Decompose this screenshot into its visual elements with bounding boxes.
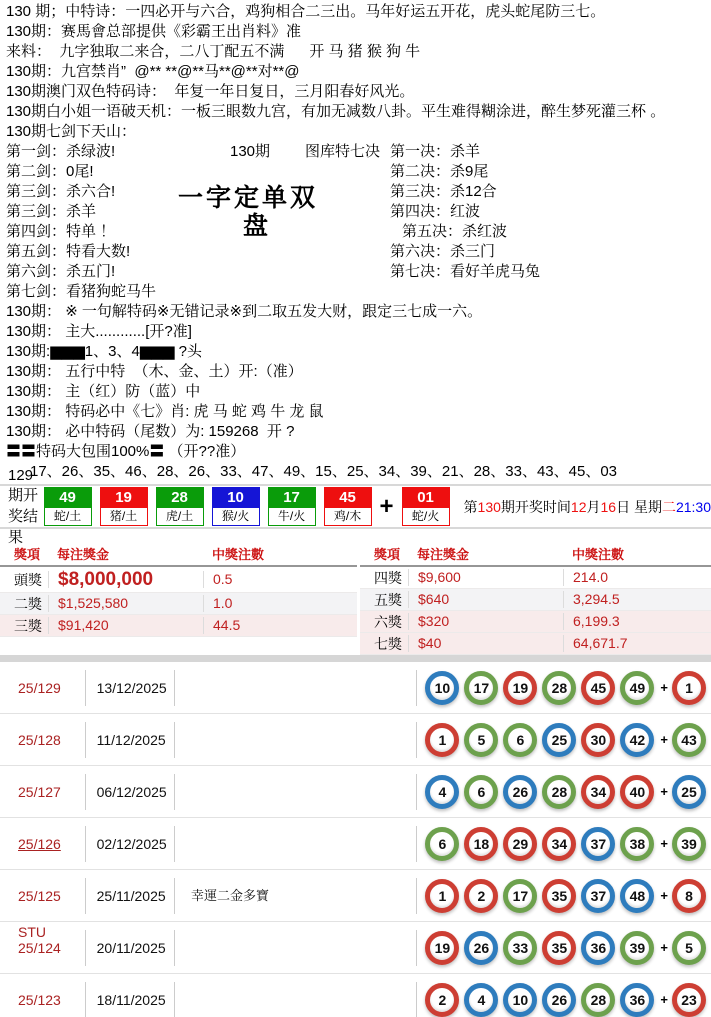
sword-line: 第四剑：特单 ！ [6,223,116,240]
verdict-line: 第五决：杀红波 [402,223,508,240]
history-note [175,774,417,810]
next-draw-text-segment: 二 [661,498,676,515]
draw-history-table [0,662,711,1017]
history-balls [417,714,711,766]
history-balls [417,974,711,1017]
plus-sign: + [660,992,668,1007]
lottery-ball: 37 [581,827,615,861]
lottery-ball: 28 [542,775,576,809]
history-note [175,826,417,862]
lottery-ball: 28 [581,983,615,1017]
prediction-text-block [0,0,711,142]
result-ball-number: 45 [325,488,371,508]
result-label: 129期开奖结果 [8,466,39,546]
lottery-ball: 39 [620,931,654,965]
history-note [175,930,417,966]
big-headline-line2: 盘 [243,212,269,240]
lottery-ball: 38 [620,827,654,861]
sword-line: 第三剑：杀六合! [6,183,116,200]
history-row [0,766,711,818]
history-row [0,922,711,974]
lottery-ball: 1 [425,723,459,757]
history-period-link[interactable]: 25/127 [18,783,61,800]
lottery-ball: 35 [542,879,576,913]
next-draw-text-segment: 日 星期 [616,498,662,515]
history-date: 18/11/2025 [86,982,175,1017]
history-row [0,870,711,940]
result-ball-number: 19 [101,488,147,508]
prediction-line: 130期:▆▆▆1、3、4▆▆▆ ?头 [6,343,202,360]
prediction-line: 130期白小姐一语破天机：一板三眼数九宫，有加无减数八卦。平生难得糊涂进，醉生梦死灌三杯 。 [6,103,666,120]
lottery-ball: 29 [503,827,537,861]
result-ball-zodiac: 鸡/木 [325,508,371,525]
sword-line: 第五剑：特看大数! [6,243,131,260]
next-draw-text-segment: 16 [600,498,617,515]
history-period-link[interactable]: 25/124 [18,939,61,956]
verdict-line: 第四决：红波 [390,203,481,220]
prize-row [360,611,711,633]
history-note [175,722,417,758]
prize-amount: $8,000,000 [48,571,203,588]
prize-tier-label: 三獎 [14,617,42,634]
lottery-ball: 10 [425,671,459,705]
lottery-ball: 26 [503,775,537,809]
history-period-link[interactable]: 25/129 [18,679,61,696]
lottery-ball: 42 [620,723,654,757]
prize-row [0,567,357,593]
lottery-ball: 49 [620,671,654,705]
result-ball-number: 01 [403,488,449,508]
verdict-line: 第一决：杀羊 [390,143,481,160]
prize-col-header: 中獎注數 [212,547,265,562]
plus-sign: + [660,784,668,799]
bonus-ball: 25 [672,775,706,809]
prediction-line: 来料： 九字独取二来合，二八丁配五不满 开 马 猪 猴 狗 牛 [6,43,421,60]
prize-amount: $1,525,580 [48,595,203,612]
lottery-ball: 6 [503,723,537,757]
result-ball-number: 49 [45,488,91,508]
history-date: 25/11/2025 [86,878,175,914]
history-balls [417,922,711,974]
result-ball-number: 17 [269,488,315,508]
bonus-ball: 43 [672,723,706,757]
bonus-ball: 39 [672,827,706,861]
history-period-cell [0,826,86,862]
verdict-line: 第二决：杀9尾 [390,163,489,180]
lottery-ball: 36 [620,983,654,1017]
next-draw-info [464,497,711,517]
history-note: 幸運二金多寶 [175,878,417,914]
prize-tier-label: 二獎 [14,595,42,612]
next-draw-text-segment: 12 [570,498,587,515]
history-date: 11/12/2025 [86,722,175,758]
bonus-ball: 8 [672,879,706,913]
lottery-ball: 5 [464,723,498,757]
sword-line: 第七剑：看猪狗蛇马牛 [6,283,157,300]
lottery-ball: 4 [425,775,459,809]
result-number-box [268,487,316,526]
prize-col-header: 每注獎金 [57,547,110,562]
lottery-ball: 17 [464,671,498,705]
lottery-ball: 19 [425,931,459,965]
plus-sign: + [660,836,668,851]
prize-amount: $640 [408,591,563,608]
history-date: 02/12/2025 [86,826,175,862]
lottery-ball: 34 [581,775,615,809]
prediction-line: 130期： 五行中特 （木、金、土）开:（准） [6,363,303,380]
result-ball-zodiac: 猪/土 [101,508,147,525]
history-period-cell [0,722,86,758]
history-period-link[interactable]: 25/128 [18,731,61,748]
history-balls [417,662,711,714]
result-number-box [402,487,450,526]
prediction-line: 130期： 主（红）防（蓝）中 [6,383,201,400]
prize-amount: $320 [408,613,563,630]
prize-col-header: 中獎注數 [572,547,625,562]
prize-amount: $9,600 [408,569,563,586]
lottery-ball: 40 [620,775,654,809]
lottery-ball: 48 [620,879,654,913]
sword-line: 第六剑：杀五门! [6,263,116,280]
prediction-line: 130期： 特码必中《七》肖: 虎 马 蛇 鸡 牛 龙 鼠 [6,403,324,420]
prediction-line: 130期： 必中特码（尾数）为: 159268 开 ? [6,423,295,440]
lottery-ball: 17 [503,879,537,913]
result-ball-zodiac: 蛇/火 [403,508,449,525]
lottery-ball: 2 [464,879,498,913]
prize-amount: $40 [408,635,563,652]
result-number-box [44,487,92,526]
lottery-ball: 26 [464,931,498,965]
history-period-link[interactable]: 25/125 STU [18,887,61,940]
lottery-ball: 35 [542,931,576,965]
prize-winner-count: 44.5 [203,617,357,634]
seven-swords-section [0,142,711,302]
lottery-ball: 28 [542,671,576,705]
prediction-line: 130期： ※ 一句解特码※无错记录※到二取五发大财，跟定三七成一六。 [6,303,483,320]
result-number-box [212,487,260,526]
prediction-line: 130期：九宫禁肖” @** **@**马**@**对**@ [6,63,300,80]
prize-tier-label: 七獎 [374,635,402,652]
prize-tier-label: 四獎 [374,569,402,586]
prize-tier-label: 六獎 [374,613,402,630]
history-date: 13/12/2025 [86,670,175,706]
lottery-ball: 10 [503,983,537,1017]
prize-col-header: 獎項 [374,547,401,562]
verdict-line: 第七决：看好羊虎马兔 [390,263,541,280]
history-date: 20/11/2025 [86,930,175,966]
prize-winner-count: 64,671.7 [563,635,711,652]
number-coverage-line: 17、26、35、46、28、26、33、47、49、15、25、34、39、21、28、33、43、45、03 [30,463,618,480]
lottery-ball: 6 [425,827,459,861]
prediction-line: 130 期；中特诗：一四必开与六合，鸡狗相合二三出。马年好运五开花，虎头蛇尾防三七。 [6,3,606,20]
lottery-ball: 26 [542,983,576,1017]
prize-winner-count: 214.0 [563,569,711,586]
history-note [175,670,417,706]
verdict-line: 第三决：杀12合 [390,183,497,200]
plus-sign: + [660,940,668,955]
next-draw-text-segment: 第 [463,498,478,515]
history-row [0,714,711,766]
result-ball-number: 28 [157,488,203,508]
prize-row [360,633,711,655]
result-ball-zodiac: 虎/土 [157,508,203,525]
result-ball-zodiac: 猴/火 [213,508,259,525]
history-period-cell [0,774,86,810]
history-period-cell [0,878,86,940]
seven-verdicts-list [390,142,540,282]
history-row [0,662,711,714]
lottery-ball: 1 [425,879,459,913]
verdict-line: 第六决：杀三门 [390,243,496,260]
bonus-ball: 23 [672,983,706,1017]
sword-line: 第三剑：杀羊 [6,203,97,220]
history-period-link[interactable]: 25/126 [18,835,61,852]
history-row [0,974,711,1017]
lottery-ball: 33 [503,931,537,965]
lottery-ball: 4 [464,983,498,1017]
history-period-cell [0,982,86,1017]
sword-line: 第一剑：杀绿波! [6,143,116,160]
prize-row [360,589,711,611]
library-seven-verdicts-label: 图库特七决 [305,143,381,160]
prize-row [0,615,357,637]
lottery-ball: 6 [464,775,498,809]
next-draw-text-segment: 21:30 [675,498,711,515]
result-ball-zodiac: 蛇/土 [45,508,91,525]
prize-winner-count: 6,199.3 [563,613,711,630]
prize-tables-section [0,545,711,655]
prize-col-header: 獎項 [14,547,41,562]
result-number-box [324,487,372,526]
result-ball-number: 10 [213,488,259,508]
history-balls [417,870,711,922]
bonus-ball: 5 [672,931,706,965]
prize-table-right [360,545,711,655]
prize-header-row [360,545,711,567]
prediction-line: 130期： 主大............[开?准] [6,323,192,340]
history-period-link[interactable]: 25/123 [18,991,61,1008]
result-number-boxes [44,487,458,526]
period-label: 130期 [230,143,271,160]
plus-sign: + [660,732,668,747]
prize-tier-label: 頭獎 [14,571,42,588]
seven-swords-list [6,142,156,302]
history-period-cell [0,670,86,706]
history-period-cell [0,930,86,966]
lottery-ball: 37 [581,879,615,913]
lottery-ball: 18 [464,827,498,861]
plus-sign: + [660,888,668,903]
prize-tier-label: 五獎 [374,591,402,608]
bonus-ball: 1 [672,671,706,705]
prize-table-left [0,545,357,637]
prediction-text-block-2 [0,302,711,462]
prize-winner-count: 1.0 [203,595,357,612]
history-balls [417,766,711,818]
result-number-box [156,487,204,526]
big-headline-line1: 一字定单双 [178,184,319,212]
prize-winner-count: 3,294.5 [563,591,711,608]
prediction-line: 〓〓特码大包围100%〓 （开??准） [6,443,246,460]
prediction-line: 130期澳门双色特码诗： 年复一年日复日，三月阳春好风光。 [6,83,415,100]
history-note [175,982,417,1017]
prize-header-row [0,545,357,567]
plus-sign: + [660,680,668,695]
next-draw-text-segment: 130 [477,498,501,515]
history-date: 06/12/2025 [86,774,175,810]
result-ball-zodiac: 牛/火 [269,508,315,525]
prize-row [360,567,711,589]
sword-line: 第二剑：0尾! [6,163,94,180]
prize-winner-count: 0.5 [203,571,357,588]
prediction-line: 130期：赛馬會总部提供《彩霸王出肖料》准 [6,23,302,40]
prediction-line: 130期七剑下天山： [6,123,137,140]
history-balls [417,818,711,870]
next-draw-text-segment: 期开奖时间 [500,498,571,515]
next-draw-text-segment: 月 [586,498,601,515]
lottery-ball: 34 [542,827,576,861]
prize-row [0,593,357,615]
result-number-box [100,487,148,526]
history-row [0,818,711,870]
lottery-ball: 19 [503,671,537,705]
lottery-ball: 30 [581,723,615,757]
lottery-ball: 25 [542,723,576,757]
lottery-ball: 36 [581,931,615,965]
lottery-ball: 2 [425,983,459,1017]
prize-amount: $91,420 [48,617,203,634]
lottery-ball: 45 [581,671,615,705]
prize-col-header: 每注獎金 [417,547,470,562]
plus-sign: + [379,492,394,520]
